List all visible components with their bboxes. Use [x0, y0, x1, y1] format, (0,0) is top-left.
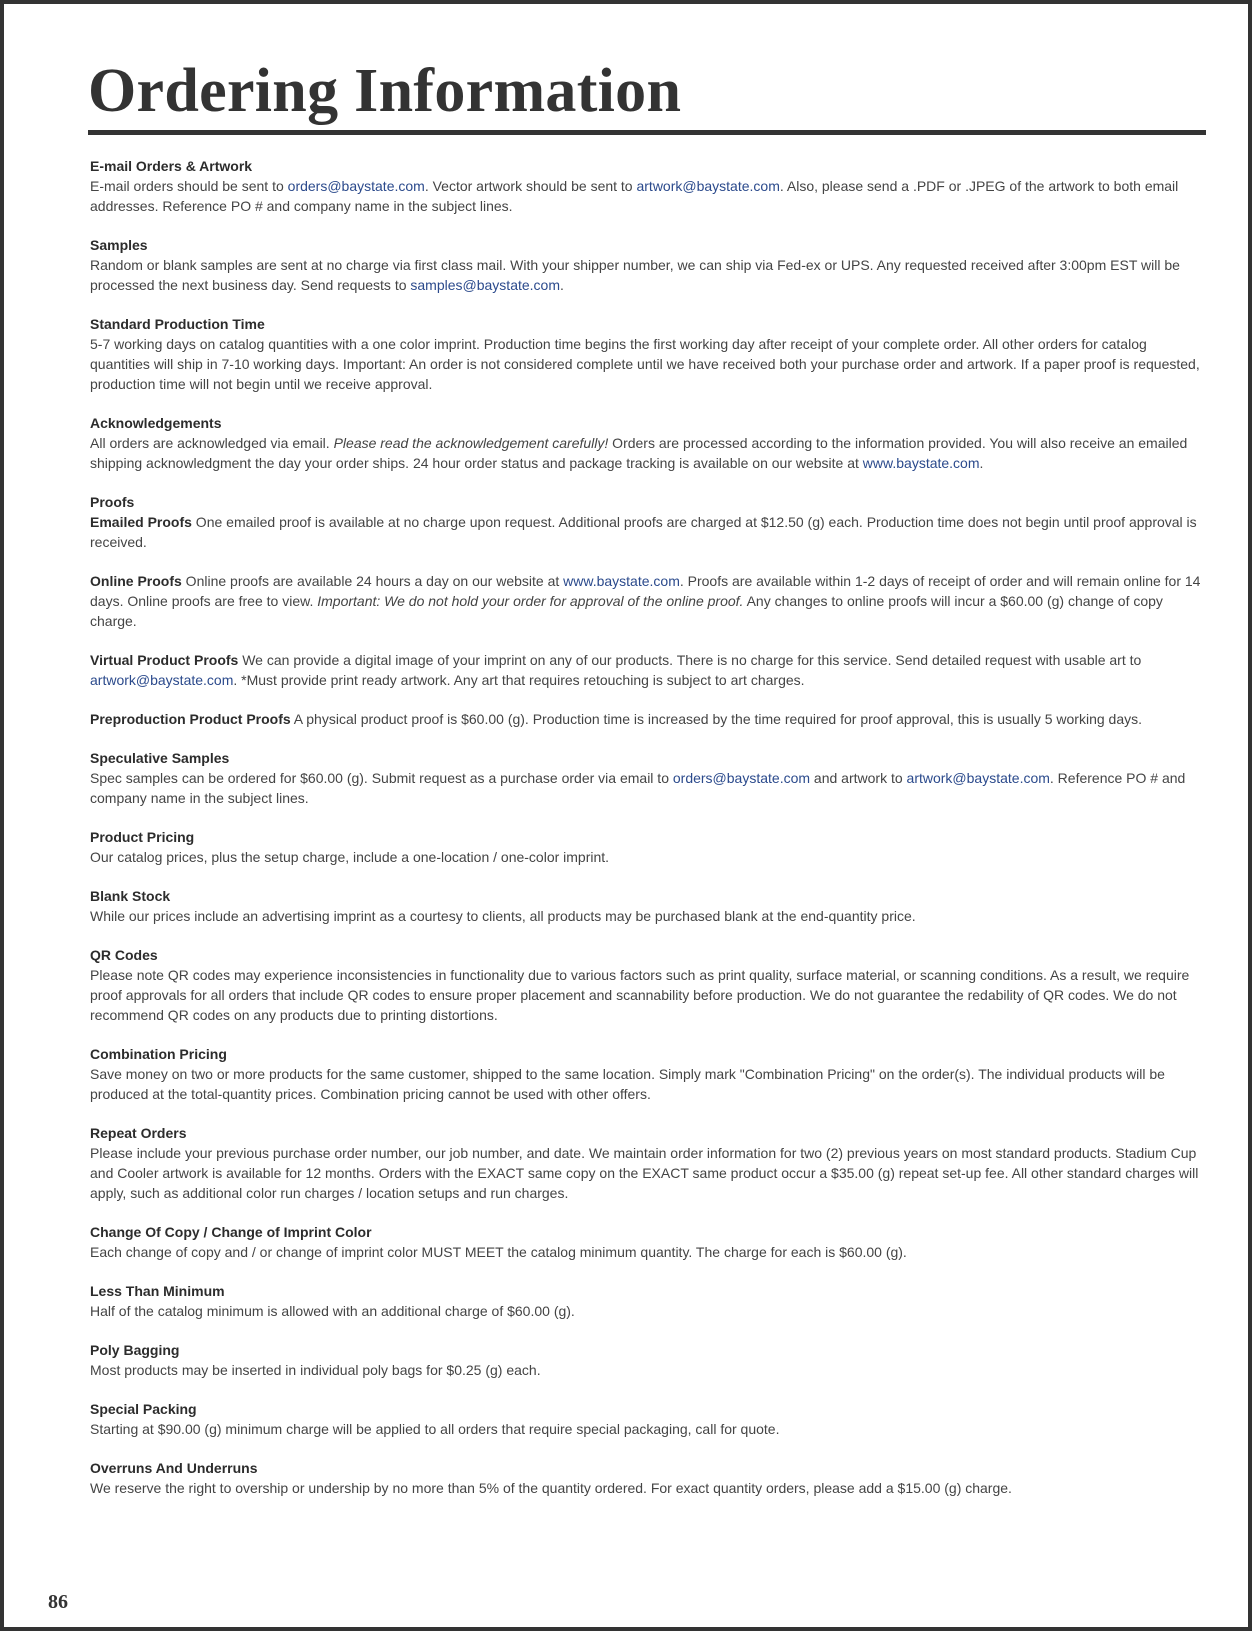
section-change-of-copy — [90, 1222, 1208, 1262]
section-body — [90, 255, 1208, 295]
section-body: Please include your previous purchase order number, our job number, and date. We maintain order information for two (2) previous years on most standard products. Stadium Cup and Cooler artwork is available for 12 months. Orders with the EXACT same copy on the EXACT same product occur a $35.00 (g) repeat set-up fee. All other standard charges will apply, such as additional color run charges / location setups and run charges. — [90, 1145, 1199, 1201]
section-body: Each change of copy and / or change of imprint color MUST MEET the catalog minimum quantity. The charge for each is $60.00 (g). — [90, 1244, 907, 1260]
section-body — [90, 433, 1208, 473]
text-run: All orders are acknowledged via email. — [90, 435, 334, 451]
emphasis-text: Please read the acknowledgement carefully! — [333, 435, 609, 451]
text-run: and artwork to — [810, 770, 907, 786]
lead-label: Online Proofs — [90, 573, 182, 589]
section-samples — [90, 235, 1208, 295]
section-heading: QR Codes — [90, 947, 158, 963]
section-body: Our catalog prices, plus the setup charge, include a one-location / one-color imprint. — [90, 849, 610, 865]
section-email-orders — [90, 156, 1208, 216]
section-poly-bagging — [90, 1340, 1208, 1380]
section-speculative-samples — [90, 748, 1208, 808]
section-body: Most products may be inserted in individual poly bags for $0.25 (g) each. — [90, 1362, 541, 1378]
section-heading: Repeat Orders — [90, 1125, 187, 1141]
text-run: . *Must provide print ready artwork. Any art that requires retouching is subject to art charges. — [233, 672, 805, 688]
section-body — [90, 768, 1208, 808]
text-run: . Vector artwork should be sent to — [424, 178, 637, 194]
section-heading: Overruns And Underruns — [90, 1460, 258, 1476]
section-heading: Product Pricing — [90, 829, 195, 845]
text-run: . Proofs are available within 1-2 days of receipt of order and will remain online for 14 days. Online proofs are free to view. — [90, 573, 1201, 609]
text-run: One emailed proof is available at no charge upon request. Additional proofs are charged at $12.50 (g) each. Production time does not begin until proof approval is received. — [90, 514, 1197, 550]
text-run: . Reference PO # and company name in the subject lines. — [90, 770, 1186, 806]
section-body: Save money on two or more products for the same customer, shipped to the same location. Simply mark "Combination Pricing" on the order(s). The individual products will be produced at the total-quantity prices. Combination pricing cannot be used with other offers. — [90, 1066, 1165, 1102]
section-heading: Standard Production Time — [90, 316, 265, 332]
section-heading: Special Packing — [90, 1401, 197, 1417]
text-run: E-mail orders should be sent to — [90, 178, 288, 194]
ordering-info-content — [90, 156, 1208, 1517]
section-body: Half of the catalog minimum is allowed with an additional charge of $60.00 (g). — [90, 1303, 575, 1319]
artwork-email-link[interactable]: artwork@baystate.com — [906, 770, 1050, 786]
emphasis-text: Important: We do not hold your order for approval of the online proof. — [317, 593, 744, 609]
lead-label: Virtual Product Proofs — [90, 652, 239, 668]
section-heading: Proofs — [90, 494, 135, 510]
section-combination-pricing — [90, 1044, 1208, 1104]
preproduction-proofs-para — [90, 709, 1208, 729]
section-heading: Speculative Samples — [90, 750, 230, 766]
section-body: While our prices include an advertising imprint as a courtesy to clients, all products may be purchased blank at the end-quantity price. — [90, 908, 916, 924]
section-blank-stock — [90, 886, 1208, 926]
section-heading: Less Than Minimum — [90, 1283, 225, 1299]
text-run: Random or blank samples are sent at no charge via first class mail. With your shipper number, we can ship via Fed-ex or UPS. Any requested received after 3:00pm EST will be processed the next business day. Send requests to — [90, 257, 1180, 293]
online-proofs-para — [90, 571, 1208, 631]
page-title: Ordering Information — [88, 57, 682, 125]
text-run: Any changes to online proofs will incur a $60.00 (g) change of copy charge. — [90, 593, 1163, 629]
website-link[interactable]: www.baystate.com — [862, 455, 980, 471]
section-qr-codes — [90, 945, 1208, 1025]
text-run: A physical product proof is $60.00 (g). Production time is increased by the time required for proof approval, this is usually 5 working days. — [290, 711, 1143, 727]
lead-label: Preproduction Product Proofs — [90, 711, 291, 727]
emailed-proofs-para — [90, 512, 1208, 552]
virtual-proofs-para — [90, 650, 1208, 690]
text-run: . Also, please send a .PDF or .JPEG of the artwork to both email addresses. Reference PO # and company name in the subject lines. — [90, 178, 1179, 214]
section-body: We reserve the right to overship or undership by no more than 5% of the quantity ordered. For exact quantity orders, please add a $15.00 (g) charge. — [90, 1480, 1012, 1496]
website-link[interactable]: www.baystate.com — [563, 573, 680, 589]
section-body: Please note QR codes may experience inconsistencies in functionality due to various factors such as print quality, surface material, or scanning conditions. As a result, we require proof approvals for all orders that include QR codes to ensure proper placement and scannability before production. We do not guarantee the redability of QR codes. We do not recommend QR codes on any products due to printing distortions. — [90, 967, 1190, 1023]
section-body: 5-7 working days on catalog quantities with a one color imprint. Production time begins the first working day after receipt of your complete order. All other orders for catalog quantities will ship in 7-10 working days. Important: An order is not considered complete until we have received both your purchase order and artwork. If a paper proof is requested, production time will not begin until we receive approval. — [90, 336, 1200, 392]
section-heading: Combination Pricing — [90, 1046, 227, 1062]
section-heading: Samples — [90, 237, 148, 253]
page-number: 86 — [48, 1591, 68, 1613]
orders-email-link[interactable]: orders@baystate.com — [672, 770, 811, 786]
artwork-email-link[interactable]: artwork@baystate.com — [90, 672, 234, 688]
section-heading: Change Of Copy / Change of Imprint Color — [90, 1224, 372, 1240]
section-body — [90, 176, 1208, 216]
orders-email-link[interactable]: orders@baystate.com — [287, 178, 425, 194]
section-less-than-minimum — [90, 1281, 1208, 1321]
samples-email-link[interactable]: samples@baystate.com — [410, 277, 560, 293]
text-run: Orders are processed according to the information provided. You will also receive an emailed shipping acknowledgment the day your order ships. 24 hour order status and package tracking is available on our website at — [90, 435, 1188, 471]
text-run: We can provide a digital image of your imprint on any of our products. There is no charge for this service. Send detailed request with usable art to — [238, 652, 1142, 668]
section-product-pricing — [90, 827, 1208, 867]
text-run: . — [560, 277, 564, 293]
text-run: . — [979, 455, 984, 471]
section-heading: Blank Stock — [90, 888, 171, 904]
text-run: Spec samples can be ordered for $60.00 (g). Submit request as a purchase order via email to — [90, 770, 673, 786]
artwork-email-link[interactable]: artwork@baystate.com — [636, 178, 780, 194]
section-acknowledgements — [90, 413, 1208, 473]
lead-label: Emailed Proofs — [90, 514, 192, 530]
text-run: Online proofs are available 24 hours a day on our website at — [181, 573, 564, 589]
section-heading: E-mail Orders & Artwork — [90, 158, 253, 174]
title-divider — [88, 130, 1206, 135]
section-proofs — [90, 492, 1208, 729]
section-heading: Poly Bagging — [90, 1342, 180, 1358]
section-heading: Acknowledgements — [90, 415, 222, 431]
section-body: Starting at $90.00 (g) minimum charge will be applied to all orders that require special packaging, call for quote. — [90, 1421, 780, 1437]
section-production-time — [90, 314, 1208, 394]
section-special-packing — [90, 1399, 1208, 1439]
section-overruns — [90, 1458, 1208, 1498]
section-repeat-orders — [90, 1123, 1208, 1203]
